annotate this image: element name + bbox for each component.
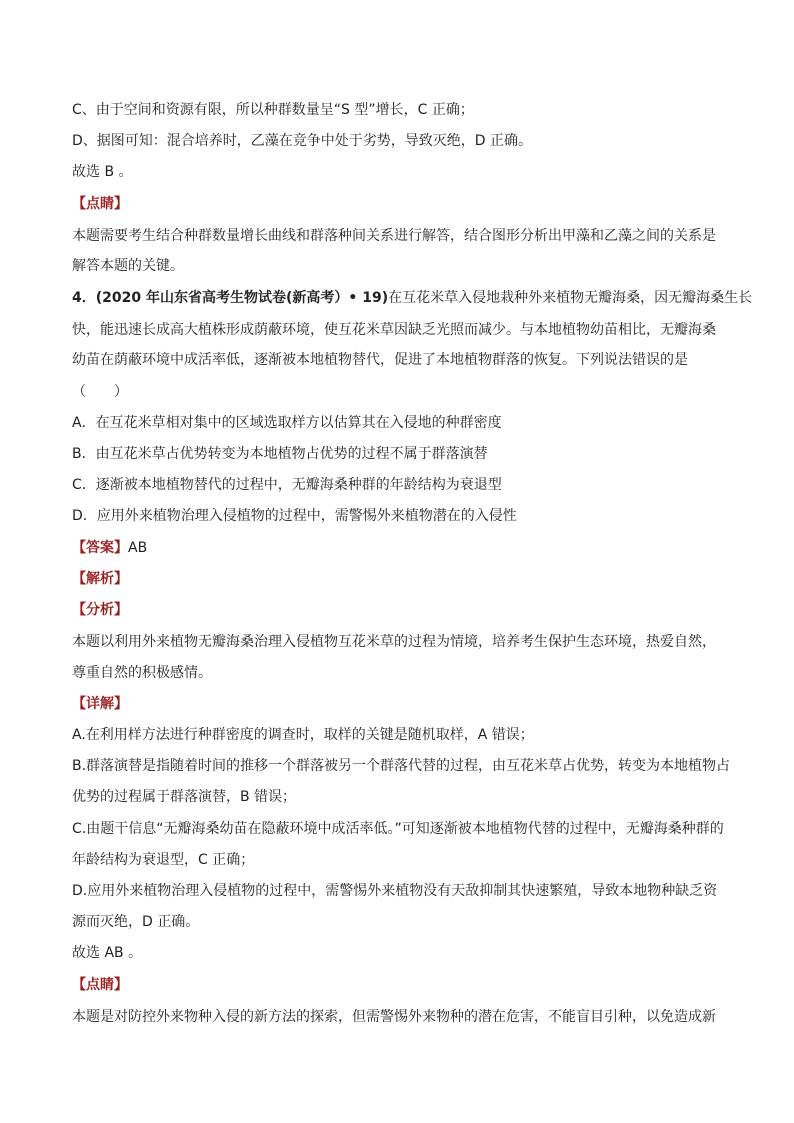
section-tag-dianjing: 【点睛】 <box>72 977 128 993</box>
answer-parentheses: （ ） <box>72 384 128 400</box>
option-b: B．由互花米草占优势转变为本地植物占优势的过程不属于群落演替 <box>72 446 488 462</box>
question-text: 幼苗在荫蔽环境中成活率低，逐渐被本地植物替代，促进了本地植物群落的恢复。下列说法错误的是 <box>72 352 688 368</box>
section-tag-answer: 【答案】 <box>72 540 128 556</box>
detail-b: B.群落演替是指随着时间的推移一个群落被另一个群落代替的过程，由互花米草占优势，转变为本地植物占 <box>72 758 731 774</box>
fenxi-paragraph: 本题以利用外来植物无瓣海桑治理入侵植物互花米草的过程为情境，培养考生保护生态环境，热爱自然， <box>72 634 716 650</box>
conclusion: 故选 AB 。 <box>72 945 143 961</box>
question-text: 快，能迅速长成高大植株形成荫蔽环境，使互花米草因缺乏光照而减少。与本地植物幼苗相比，无瓣海桑 <box>72 322 716 338</box>
detail-d: D.应用外来植物治理入侵植物的过程中，需警惕外来植物没有天敌抑制其快速繁殖，导致本地物种缺乏资 <box>72 883 718 899</box>
detail-c: C.由题干信息“无瓣海桑幼苗在隐蔽环境中成活率低。”可知逐渐被本地植物代替的过程中，无瓣海桑种群的 <box>72 821 724 837</box>
section-tag-dianjing: 【点睛】 <box>72 196 128 212</box>
explanation-c: C、由于空间和资源有限，所以种群数量呈“S 型”增长，C 正确； <box>72 102 474 118</box>
section-tag-jiexi: 【解析】 <box>72 571 128 587</box>
dianjing-paragraph: 本题是对防控外来物种入侵的新方法的探索，但需警惕外来物种的潜在危害，不能盲目引种，以免造成新 <box>72 1009 716 1025</box>
question-4-stem <box>72 289 753 307</box>
detail-a: A.在利用样方法进行种群密度的调查时，取样的关键是随机取样，A 错误； <box>72 727 534 743</box>
detail-c: 年龄结构为衰退型，C 正确； <box>72 852 255 868</box>
option-a: A．在互花米草相对集中的区域选取样方以估算其在入侵地的种群密度 <box>72 415 502 431</box>
question-number: 4． <box>72 290 96 306</box>
conclusion: 故选 B 。 <box>72 164 133 180</box>
option-d: D．应用外来植物治理入侵植物的过程中，需警惕外来植物潜在的入侵性 <box>72 508 517 524</box>
question-text: 在互花米草入侵地栽种外来植物无瓣海桑，因无瓣海桑生长 <box>388 290 753 306</box>
dianjing-paragraph: 本题需要考生结合种群数量增长曲线和群落种间关系进行解答，结合图形分析出甲藻和乙藻之间的关系是 <box>72 228 716 244</box>
answer-line <box>72 539 724 557</box>
fenxi-paragraph: 尊重自然的积极感情。 <box>72 665 212 681</box>
detail-b: 优势的过程属于群落演替，B 错误； <box>72 789 297 805</box>
answer-value: AB <box>128 540 148 556</box>
explanation-d: D、据图可知：混合培养时，乙藻在竞争中处于劣势，导致灭绝，D 正确。 <box>72 133 533 149</box>
question-source: (2020 年山东省高考生物试卷(新高考）• 19) <box>95 290 389 306</box>
dianjing-paragraph: 解答本题的关键。 <box>72 258 184 274</box>
detail-d: 源而灭绝，D 正确。 <box>72 914 200 930</box>
option-c: C．逐渐被本地植物替代的过程中，无瓣海桑种群的年龄结构为衰退型 <box>72 477 502 493</box>
section-tag-fenxi: 【分析】 <box>72 602 128 618</box>
section-tag-xiangjie: 【详解】 <box>72 696 128 712</box>
